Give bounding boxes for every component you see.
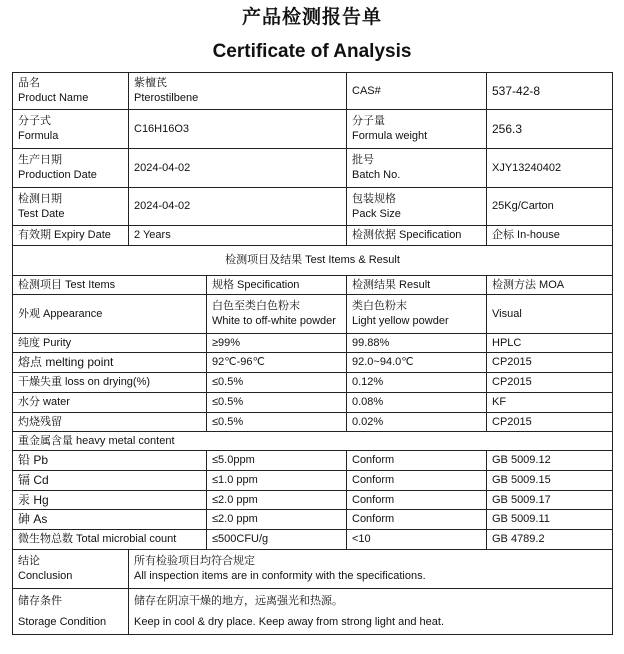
info-row-formula bbox=[13, 110, 613, 149]
metal-result: Conform bbox=[347, 491, 487, 510]
header-result: 检测结果 Result bbox=[347, 276, 487, 295]
table-row bbox=[13, 353, 613, 373]
metal-spec: ≤5.0ppm bbox=[207, 451, 347, 471]
metal-method: GB 5009.11 bbox=[487, 510, 613, 530]
metal-spec: ≤2.0 ppm bbox=[207, 491, 347, 510]
metal-item: 汞 Hg bbox=[13, 491, 207, 510]
info-row-product bbox=[13, 73, 613, 110]
test-method: CP2015 bbox=[487, 413, 613, 432]
test-method: HPLC bbox=[487, 334, 613, 353]
test-result: 0.08% bbox=[347, 393, 487, 413]
section-title: 检测项目及结果 Test Items & Result bbox=[13, 246, 613, 276]
test-method: CP2015 bbox=[487, 353, 613, 373]
test-item: 熔点 melting point bbox=[13, 353, 207, 373]
cas-value: 537-42-8 bbox=[487, 73, 613, 110]
metal-method: GB 5009.17 bbox=[487, 491, 613, 510]
title-chinese: 产品检测报告单 bbox=[241, 6, 382, 28]
test-spec: ≤0.5% bbox=[207, 413, 347, 432]
conclusion-label: 结论 Conclusion bbox=[13, 550, 129, 589]
conclusion-row bbox=[13, 550, 613, 589]
metal-result: Conform bbox=[347, 510, 487, 530]
metal-method: GB 5009.12 bbox=[487, 451, 613, 471]
pack-size-label: 包装规格 Pack Size bbox=[347, 188, 487, 226]
appearance-item: 外观 Appearance bbox=[13, 295, 207, 334]
table-row bbox=[13, 373, 613, 393]
test-date-value: 2024-04-02 bbox=[129, 188, 347, 226]
metal-result: Conform bbox=[347, 451, 487, 471]
storage-label: 储存条件 Storage Condition bbox=[13, 589, 129, 635]
metal-method: GB 5009.15 bbox=[487, 471, 613, 491]
cas-label: CAS# bbox=[347, 73, 487, 110]
info-row-expiry bbox=[13, 226, 613, 246]
specification-basis-value: 企标 In-house bbox=[487, 226, 613, 246]
test-result: 92.0~94.0℃ bbox=[347, 353, 487, 373]
table-row bbox=[13, 451, 613, 471]
header-test-items: 检测项目 Test Items bbox=[13, 276, 207, 295]
table-row bbox=[13, 393, 613, 413]
expiry-value: 2 Years bbox=[129, 226, 347, 246]
storage-row bbox=[13, 589, 613, 635]
metal-item: 铅 Pb bbox=[13, 451, 207, 471]
test-result: 99.88% bbox=[347, 334, 487, 353]
header-specification: 规格 Specification bbox=[207, 276, 347, 295]
product-name-value: 紫檀芪 Pterostilbene bbox=[129, 73, 347, 110]
test-result: 0.12% bbox=[347, 373, 487, 393]
test-spec: ≥99% bbox=[207, 334, 347, 353]
section-title-row bbox=[13, 246, 613, 276]
test-method: KF bbox=[487, 393, 613, 413]
expiry-label: 有效期 Expiry Date bbox=[13, 226, 129, 246]
table-row bbox=[13, 471, 613, 491]
production-date-label: 生产日期 Production Date bbox=[13, 149, 129, 188]
certificate-table bbox=[12, 72, 613, 635]
test-spec: 92℃-96℃ bbox=[207, 353, 347, 373]
table-row-appearance bbox=[13, 295, 613, 334]
test-date-label: 检测日期 Test Date bbox=[13, 188, 129, 226]
test-spec: ≤0.5% bbox=[207, 373, 347, 393]
appearance-result: 类白色粉末 Light yellow powder bbox=[347, 295, 487, 334]
heavy-metal-title: 重金属含量 heavy metal content bbox=[13, 432, 613, 451]
header-method: 检测方法 MOA bbox=[487, 276, 613, 295]
pack-size-value: 25Kg/Carton bbox=[487, 188, 613, 226]
metal-result: Conform bbox=[347, 471, 487, 491]
conclusion-text: 所有检验项目均符合规定 All inspection items are in conformity with the specifications. bbox=[129, 550, 613, 589]
appearance-method: Visual bbox=[487, 295, 613, 334]
storage-text: 储存在阴凉干燥的地方，远离强光和热源。 Keep in cool & dry place. Keep away from strong light and heat. bbox=[129, 589, 613, 635]
metal-item: 砷 As bbox=[13, 510, 207, 530]
test-item: 灼烧残留 bbox=[13, 413, 207, 432]
table-row bbox=[13, 413, 613, 432]
formula-weight-label: 分子量 Formula weight bbox=[347, 110, 487, 149]
table-row bbox=[13, 530, 613, 550]
formula-value: C16H16O3 bbox=[129, 110, 347, 149]
header-row bbox=[13, 276, 613, 295]
appearance-spec: 白色至类白色粉末 White to off-white powder bbox=[207, 295, 347, 334]
table-row bbox=[13, 510, 613, 530]
metal-result: <10 bbox=[347, 530, 487, 550]
product-name-label: 品名 Product Name bbox=[13, 73, 129, 110]
metal-spec: ≤1.0 ppm bbox=[207, 471, 347, 491]
production-date-value: 2024-04-02 bbox=[129, 149, 347, 188]
batch-value: XJY13240402 bbox=[487, 149, 613, 188]
title-english: Certificate of Analysis bbox=[212, 41, 412, 62]
batch-label: 批号 Batch No. bbox=[347, 149, 487, 188]
heavy-metal-title-row bbox=[13, 432, 613, 451]
test-item: 水分 water bbox=[13, 393, 207, 413]
metal-method: GB 4789.2 bbox=[487, 530, 613, 550]
formula-weight-value: 256.3 bbox=[487, 110, 613, 149]
table-row bbox=[13, 491, 613, 510]
info-row-test-date bbox=[13, 188, 613, 226]
metal-item: 微生物总数 Total microbial count bbox=[13, 530, 207, 550]
test-method: CP2015 bbox=[487, 373, 613, 393]
metal-item: 镉 Cd bbox=[13, 471, 207, 491]
test-item: 干燥失重 loss on drying(%) bbox=[13, 373, 207, 393]
formula-label: 分子式 Formula bbox=[13, 110, 129, 149]
test-result: 0.02% bbox=[347, 413, 487, 432]
test-item: 纯度 Purity bbox=[13, 334, 207, 353]
metal-spec: ≤500CFU/g bbox=[207, 530, 347, 550]
test-spec: ≤0.5% bbox=[207, 393, 347, 413]
table-row bbox=[13, 334, 613, 353]
info-row-production bbox=[13, 149, 613, 188]
metal-spec: ≤2.0 ppm bbox=[207, 510, 347, 530]
specification-basis-label: 检测依据 Specification bbox=[347, 226, 487, 246]
